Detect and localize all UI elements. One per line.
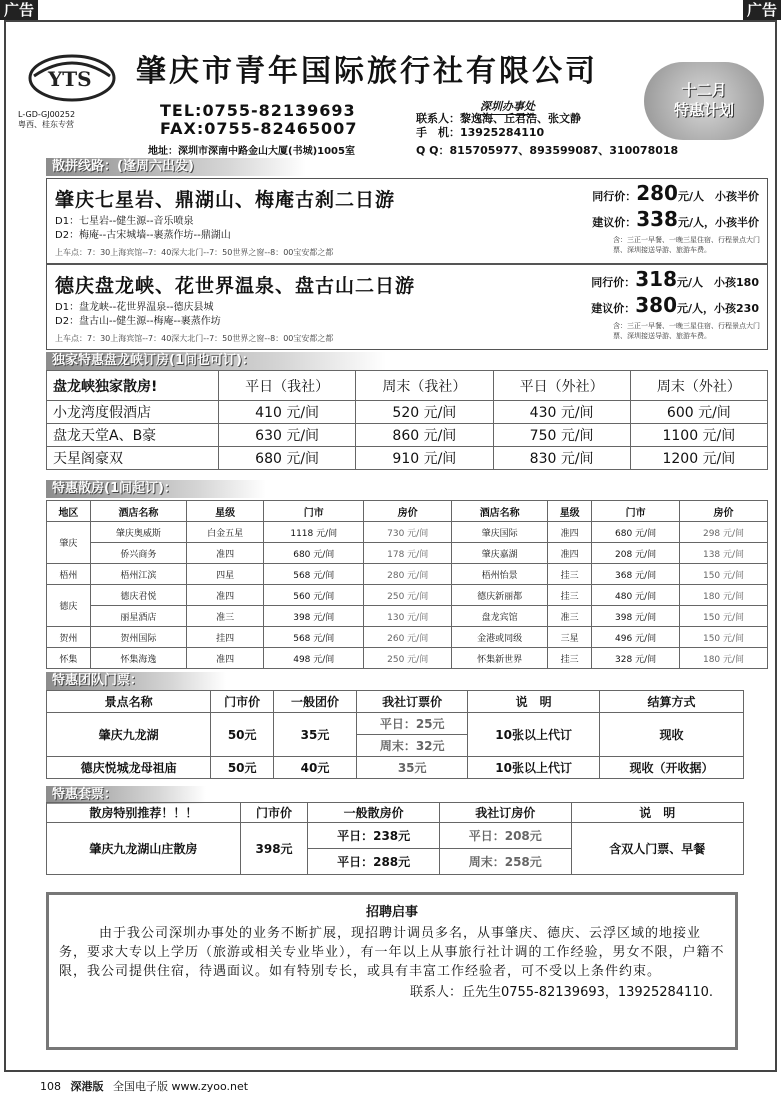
company-logo-icon (26, 46, 118, 110)
promo-title: 特惠计划 (673, 101, 734, 119)
table-header-cell: 周末（我社） (356, 371, 493, 401)
table-row (47, 627, 768, 648)
table-cell: 1100 元/间 (630, 424, 767, 447)
table-cell: 680 元/间 (219, 447, 356, 470)
license-scope: 粤西、桂东专营 (18, 120, 74, 129)
region-cell: 德庆 (47, 585, 91, 627)
table-cell: 180 元/间 (680, 648, 768, 669)
table-cell: 830 元/间 (493, 447, 630, 470)
table-cell: 430 元/间 (493, 401, 630, 424)
license-number: L-GD-GJ00252 (18, 110, 76, 119)
panlong-room-table (46, 370, 768, 470)
package-name: 肇庆九龙湖山庄散房 (47, 823, 241, 875)
tour-day1: D1：七星岩--健生源--音乐喷泉 (55, 216, 194, 227)
table-cell: 298 元/间 (680, 522, 768, 543)
ad-label-left: 广告 (0, 0, 38, 20)
table-cell: 498 元/间 (264, 648, 364, 669)
table-header-cell: 景点名称 (47, 691, 211, 713)
table-cell: 准四 (548, 543, 592, 564)
hotel-room-table (46, 500, 768, 669)
table-cell: 560 元/间 (264, 585, 364, 606)
table-row (47, 823, 744, 849)
table-cell: 怀集新世界 (452, 648, 548, 669)
table-row (47, 424, 768, 447)
table-cell: 368 元/间 (592, 564, 680, 585)
table-cell: 肇庆国际 (452, 522, 548, 543)
table-cell: 三星 (548, 627, 592, 648)
table-cell: 准四 (187, 585, 264, 606)
header (4, 22, 777, 157)
ticket-note: 10张以上代订 (468, 713, 600, 757)
table-header-cell: 散房特别推荐！！！ (47, 803, 241, 823)
table-cell: 568 元/间 (264, 564, 364, 585)
table-header-cell: 门市 (592, 501, 680, 522)
ticket-group-price: 40元 (274, 757, 357, 779)
table-header-cell: 门市价 (211, 691, 274, 713)
table-header-cell: 平日（我社） (219, 371, 356, 401)
recruitment-notice (46, 892, 738, 1050)
suggested-price: 建议价：380元/人，小孩230 (591, 293, 759, 317)
table-row (47, 757, 744, 779)
table-cell: 910 元/间 (356, 447, 493, 470)
tour-day2: D2：盘古山--健生源--梅庵--裹蒸作坊 (55, 316, 221, 327)
address: 地址：深圳市深南中路金山大厦(书城)1005室 (148, 146, 355, 157)
table-header-row (47, 691, 744, 713)
table-row (47, 401, 768, 424)
ticket-group-price: 35元 (274, 713, 357, 757)
svg-text:YTS: YTS (48, 67, 92, 91)
table-header-cell: 平日（外社） (493, 371, 630, 401)
table-cell: 德庆新丽都 (452, 585, 548, 606)
ad-label-right: 广告 (743, 0, 781, 20)
table-cell: 准三 (548, 606, 592, 627)
table-cell: 568 元/间 (264, 627, 364, 648)
table-cell: 496 元/间 (592, 627, 680, 648)
recruitment-title: 招聘启事 (365, 905, 418, 920)
table-cell: 准四 (187, 543, 264, 564)
table-header-cell: 盘龙峡独家散房! (47, 371, 219, 401)
section-bar-tours: 散拼线路：(逢周六出发) (46, 158, 306, 176)
table-cell: 630 元/间 (219, 424, 356, 447)
tour-day1: D1：盘龙峡--花世界温泉--德庆县城 (55, 302, 214, 313)
mobile-number: 手 机：13925284110 (416, 126, 545, 139)
table-row (47, 713, 744, 735)
section-bar-tickets: 特惠团队门票： (46, 672, 226, 690)
section-bar-panlong: 独家特惠盘龙峡订房(1间也可订)： (46, 352, 386, 370)
table-row (47, 564, 768, 585)
table-cell: 金港或同级 (452, 627, 548, 648)
table-cell: 挂四 (187, 627, 264, 648)
table-cell: 280 元/间 (364, 564, 452, 585)
table-cell: 130 元/间 (364, 606, 452, 627)
table-cell: 480 元/间 (592, 585, 680, 606)
table-cell: 1200 元/间 (630, 447, 767, 470)
table-cell: 盘龙宾馆 (452, 606, 548, 627)
ticket-payment: 现收（开收据） (599, 757, 743, 779)
contact-block (416, 112, 581, 140)
package-door-price: 398元 (240, 823, 308, 875)
table-cell: 750 元/间 (493, 424, 630, 447)
promo-month: 十二月 (681, 81, 727, 99)
table-header-cell: 一般散房价 (308, 803, 440, 823)
tour-includes: 含：三正一早餐、一晚三星住宿、行程景点大门票、深圳接送导游、旅游车费。 (613, 236, 760, 254)
table-cell: 180 元/间 (680, 585, 768, 606)
section-bar-hotels: 特惠散房(1间起订)： (46, 480, 266, 498)
table-header-cell: 星级 (187, 501, 264, 522)
suggested-price: 建议价：338元/人，小孩半价 (592, 207, 759, 231)
table-cell: 398 元/间 (264, 606, 364, 627)
table-header-row (47, 803, 744, 823)
page-number: 108 (40, 1080, 61, 1093)
table-cell: 260 元/间 (364, 627, 452, 648)
package-our-weekday: 平日：208元 (439, 823, 571, 849)
table-cell: 250 元/间 (364, 585, 452, 606)
table-cell: 150 元/间 (680, 627, 768, 648)
promo-badge (644, 62, 764, 140)
tour-stops: 上车点：7：30上海宾馆--7：40深大北门--7：50世界之窗--8：00宝安都之都 (55, 248, 334, 257)
table-cell: 肇庆奥威斯 (90, 522, 186, 543)
table-cell: 梧州江滨 (90, 564, 186, 585)
table-cell: 138 元/间 (680, 543, 768, 564)
table-cell: 178 元/间 (364, 543, 452, 564)
table-cell: 860 元/间 (356, 424, 493, 447)
tour-day2: D2：梅庵--古宋城墙--裹蒸作坊--鼎湖山 (55, 230, 231, 241)
table-cell: 准三 (187, 606, 264, 627)
footer (40, 1078, 248, 1094)
ticket-name: 肇庆九龙湖 (47, 713, 211, 757)
table-cell: 梧州怡景 (452, 564, 548, 585)
table-cell: 准四 (548, 522, 592, 543)
region-cell: 贺州 (47, 627, 91, 648)
table-cell: 328 元/间 (592, 648, 680, 669)
qq-numbers: Q Q：815705977、893599087、310078018 (416, 144, 679, 157)
ticket-name: 德庆悦城龙母祖庙 (47, 757, 211, 779)
table-header-cell: 一般团价 (274, 691, 357, 713)
ticket-payment: 现收 (599, 713, 743, 757)
fax-number: FAX:0755-82465007 (160, 119, 358, 138)
ticket-our-price: 35元 (357, 757, 468, 779)
tel-number: TEL:0755-82139693 (160, 101, 356, 120)
table-header-cell: 星级 (548, 501, 592, 522)
table-header-cell: 酒店名称 (452, 501, 548, 522)
region-cell: 怀集 (47, 648, 91, 669)
ticket-weekend-price: 周末：32元 (357, 735, 468, 757)
table-cell: 1118 元/间 (264, 522, 364, 543)
table-cell: 贺州国际 (90, 627, 186, 648)
table-header-cell: 我社订房价 (439, 803, 571, 823)
table-cell: 侨兴商务 (90, 543, 186, 564)
company-name: 肇庆市青年国际旅行社有限公司 (136, 54, 598, 89)
table-cell: 410 元/间 (219, 401, 356, 424)
table-cell: 398 元/间 (592, 606, 680, 627)
table-cell: 准四 (187, 648, 264, 669)
table-cell: 小龙湾度假酒店 (47, 401, 219, 424)
table-header-cell: 门市价 (240, 803, 308, 823)
website: 全国电子版 www.zyoo.net (113, 1080, 249, 1093)
table-row (47, 522, 768, 543)
table-cell: 挂三 (548, 564, 592, 585)
tour-includes: 含：三正一早餐、一晚三星住宿、行程景点大门票、深圳接送导游、旅游车费。 (613, 322, 760, 340)
table-cell: 150 元/间 (680, 606, 768, 627)
table-row (47, 585, 768, 606)
tour-card-1 (46, 178, 768, 264)
table-cell: 730 元/间 (364, 522, 452, 543)
table-cell: 挂三 (548, 585, 592, 606)
ticket-door-price: 50元 (211, 757, 274, 779)
edition-label: 深港版 (70, 1080, 104, 1093)
region-cell: 梧州 (47, 564, 91, 585)
package-general-weekday: 平日：238元 (308, 823, 440, 849)
package-general-weekend: 平日：288元 (308, 849, 440, 875)
ticket-weekday-price: 平日：25元 (357, 713, 468, 735)
table-header-cell: 周末（外社） (630, 371, 767, 401)
table-header-cell: 房价 (680, 501, 768, 522)
package-note: 含双人门票、早餐 (571, 823, 743, 875)
ticket-table (46, 690, 744, 779)
ticket-door-price: 50元 (211, 713, 274, 757)
tour-title: 德庆盘龙峡、花世界温泉、盘古山二日游 (55, 275, 416, 297)
table-cell: 600 元/间 (630, 401, 767, 424)
table-header-cell: 我社订票价 (357, 691, 468, 713)
peer-price: 同行价：318元/人 小孩180 (591, 267, 759, 291)
ticket-note: 10张以上代订 (468, 757, 600, 779)
table-cell: 天星阁豪双 (47, 447, 219, 470)
table-header-cell: 结算方式 (599, 691, 743, 713)
section-bar-packages: 特惠套票： (46, 786, 206, 804)
tour-title: 肇庆七星岩、鼎湖山、梅庵古刹二日游 (55, 189, 396, 211)
table-cell: 丽星酒店 (90, 606, 186, 627)
table-header-cell: 门市 (264, 501, 364, 522)
recruitment-contact: 联系人：丘先生0755-82139693，13925284110. (409, 985, 713, 1000)
license-block (18, 110, 75, 130)
table-cell: 680 元/间 (592, 522, 680, 543)
branch-office: 深圳办事处 (480, 100, 535, 113)
table-row (47, 447, 768, 470)
table-cell: 白金五星 (187, 522, 264, 543)
table-cell: 520 元/间 (356, 401, 493, 424)
tour-card-2 (46, 264, 768, 350)
table-header-row (47, 371, 768, 401)
package-our-weekend: 周末：258元 (439, 849, 571, 875)
table-cell: 德庆君悦 (90, 585, 186, 606)
table-cell: 盘龙天堂A、B豪 (47, 424, 219, 447)
region-cell: 肇庆 (47, 522, 91, 564)
table-header-cell: 酒店名称 (90, 501, 186, 522)
table-row (47, 606, 768, 627)
table-cell: 680 元/间 (264, 543, 364, 564)
recruitment-body: 由于我公司深圳办事处的业务不断扩展，现招聘计调员多名，从事肇庆、德庆、云浮区域的地接业务，要求大专以上学历（旅游或相关专业毕业），有一年以上从事旅行社计调的工作经验，男女不限，户籍不限，我公司提供住宿，待遇面议。如有特别专长，或具有丰富工作经验者，可不受以上条件约束。 (59, 926, 725, 979)
table-header-cell: 说 明 (571, 803, 743, 823)
table-cell: 怀集海逸 (90, 648, 186, 669)
table-header-row (47, 501, 768, 522)
table-cell: 250 元/间 (364, 648, 452, 669)
table-cell: 挂三 (548, 648, 592, 669)
table-cell: 肇庆嘉湖 (452, 543, 548, 564)
table-header-cell: 地区 (47, 501, 91, 522)
tour-stops: 上车点：7：30上海宾馆--7：40深大北门--7：50世界之窗--8：00宝安都之都 (55, 334, 334, 343)
table-header-cell: 说 明 (468, 691, 600, 713)
peer-price: 同行价：280元/人 小孩半价 (592, 181, 759, 205)
contact-persons: 联系人：黎逸海、丘君浩、张文静 (416, 112, 581, 125)
table-cell: 150 元/间 (680, 564, 768, 585)
table-header-cell: 房价 (364, 501, 452, 522)
table-row (47, 543, 768, 564)
table-row (47, 648, 768, 669)
package-table (46, 802, 744, 875)
phone-block (160, 102, 357, 138)
table-cell: 208 元/间 (592, 543, 680, 564)
table-cell: 四星 (187, 564, 264, 585)
